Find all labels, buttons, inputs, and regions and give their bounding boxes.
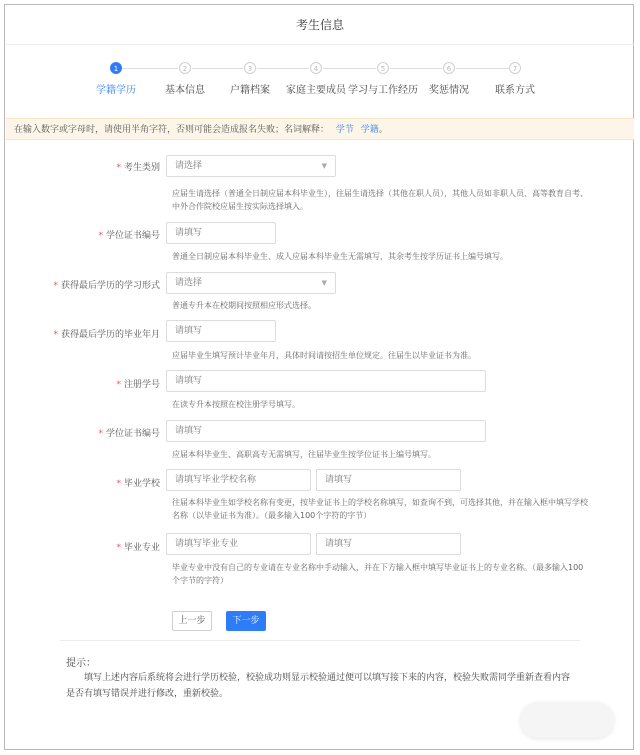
step-7[interactable] xyxy=(467,62,563,96)
grad-major-hint: 毕业专业中没有自己的专业请在专业名称中手动输入，并在下方输入框中填写毕业证书上的专业名称。（最多输入100个字节的字符） xyxy=(172,563,584,585)
student-type-select[interactable]: 请选择 ▼ xyxy=(166,155,336,177)
student-type-label: * 考生类别 xyxy=(116,163,160,173)
title-divider xyxy=(6,44,634,45)
step-label: 联系方式 xyxy=(495,85,535,96)
notice-link-xueji[interactable]: 学籍 xyxy=(360,125,379,135)
step-number: 4 xyxy=(310,62,322,74)
notice-bar: 在输入数字或字母时，请使用半角字符，否则可能会造成报名失败；名词解释： 学节 学籍。 xyxy=(6,118,634,140)
floating-button[interactable] xyxy=(520,702,614,738)
grad-date-label: * 获得最后学历的毕业年月 xyxy=(53,330,160,340)
grad-major-label: * 毕业专业 xyxy=(116,543,160,553)
grad-school-hint: 往届本科毕业生如学校名称有变更，按毕业证书上的学校名称填写，如查询不到，可选择其他，并在输入框中填写学校名称（以毕业证书为准）。（最多输入100个字符的字节） xyxy=(172,498,588,520)
step-number: 6 xyxy=(443,62,455,74)
step-number: 7 xyxy=(509,62,521,74)
chevron-down-icon: ▼ xyxy=(321,162,327,170)
tip-title: 提示： xyxy=(66,658,96,669)
next-button[interactable]: 下一步 xyxy=(226,611,266,631)
reg-no-hint: 在读专升本按照在校注册学号填写。 xyxy=(172,400,300,409)
study-mode-select[interactable]: 请选择 ▼ xyxy=(166,272,336,294)
step-label: 学籍学历 xyxy=(96,85,136,96)
prev-button[interactable]: 上一步 xyxy=(172,611,212,631)
student-type-hint: 应届生请选择（普通全日制应届本科毕业生），往届生请选择（其他在职人员），其他人员如非职人员、高等教育自考、中外合作院校应届生按实际选择填入。 xyxy=(172,189,588,211)
step-number: 5 xyxy=(377,62,389,74)
step-label: 基本信息 xyxy=(165,85,205,96)
grad-major-input[interactable]: 请填写毕业专业 xyxy=(166,533,311,555)
step-number: 1 xyxy=(110,62,122,74)
study-mode-label: * 获得最后学历的学习形式 xyxy=(53,281,160,291)
degree-cert-hint: 应届本科毕业生、高职高专无需填写，往届毕业生按学位证书上编号填写。 xyxy=(172,450,436,459)
grad-date-hint: 应届毕业生填写预计毕业年月，具体时间请按招生单位规定。往届生以毕业证书为准。 xyxy=(172,351,476,360)
grad-school-other-input[interactable]: 请填写 xyxy=(316,469,461,491)
grad-school-input[interactable]: 请填写毕业学校名称 xyxy=(166,469,311,491)
grad-date-input[interactable]: 请填写 xyxy=(166,320,276,342)
notice-text: 在输入数字或字母时，请使用半角字符，否则可能会造成报名失败；名词解释： xyxy=(14,125,330,135)
step-label: 奖惩情况 xyxy=(429,85,469,96)
chevron-down-icon: ▼ xyxy=(321,279,327,287)
step-label: 学习与工作经历 xyxy=(348,85,418,96)
step-number: 2 xyxy=(179,62,191,74)
tip-body: 填写上述内容后系统将会进行学历校验，校验成功则显示校验通过便可以填写接下来的内容，校验失败需同学重新查看内容是否有填写错误并进行修改，重新校验。 xyxy=(66,673,571,699)
degree-cert-label: * 学位证书编号 xyxy=(98,429,160,439)
cert-no-label: * 学位证书编号 xyxy=(98,231,160,241)
notice-link-xuejie[interactable]: 学节 xyxy=(335,125,354,135)
step-number: 3 xyxy=(244,62,256,74)
reg-no-label: * 注册学号 xyxy=(116,380,160,390)
cert-no-hint: 普通全日制应届本科毕业生、成人应届本科毕业生无需填写，其余考生按学历证书上编号填写。 xyxy=(172,252,508,261)
study-mode-hint: 普通专升本在校期间按照相应形式选择。 xyxy=(172,301,316,310)
grad-school-label: * 毕业学校 xyxy=(116,479,160,489)
step-label: 户籍档案 xyxy=(230,85,270,96)
reg-no-input[interactable]: 请填写 xyxy=(166,370,486,392)
divider xyxy=(60,640,580,641)
step-label: 家庭主要成员 xyxy=(286,85,346,96)
grad-major-other-input[interactable]: 请填写 xyxy=(316,533,461,555)
cert-no-input[interactable]: 请填写 xyxy=(166,222,276,244)
page-title: 考生信息 xyxy=(295,18,344,32)
degree-cert-input[interactable]: 请填写 xyxy=(166,420,486,442)
